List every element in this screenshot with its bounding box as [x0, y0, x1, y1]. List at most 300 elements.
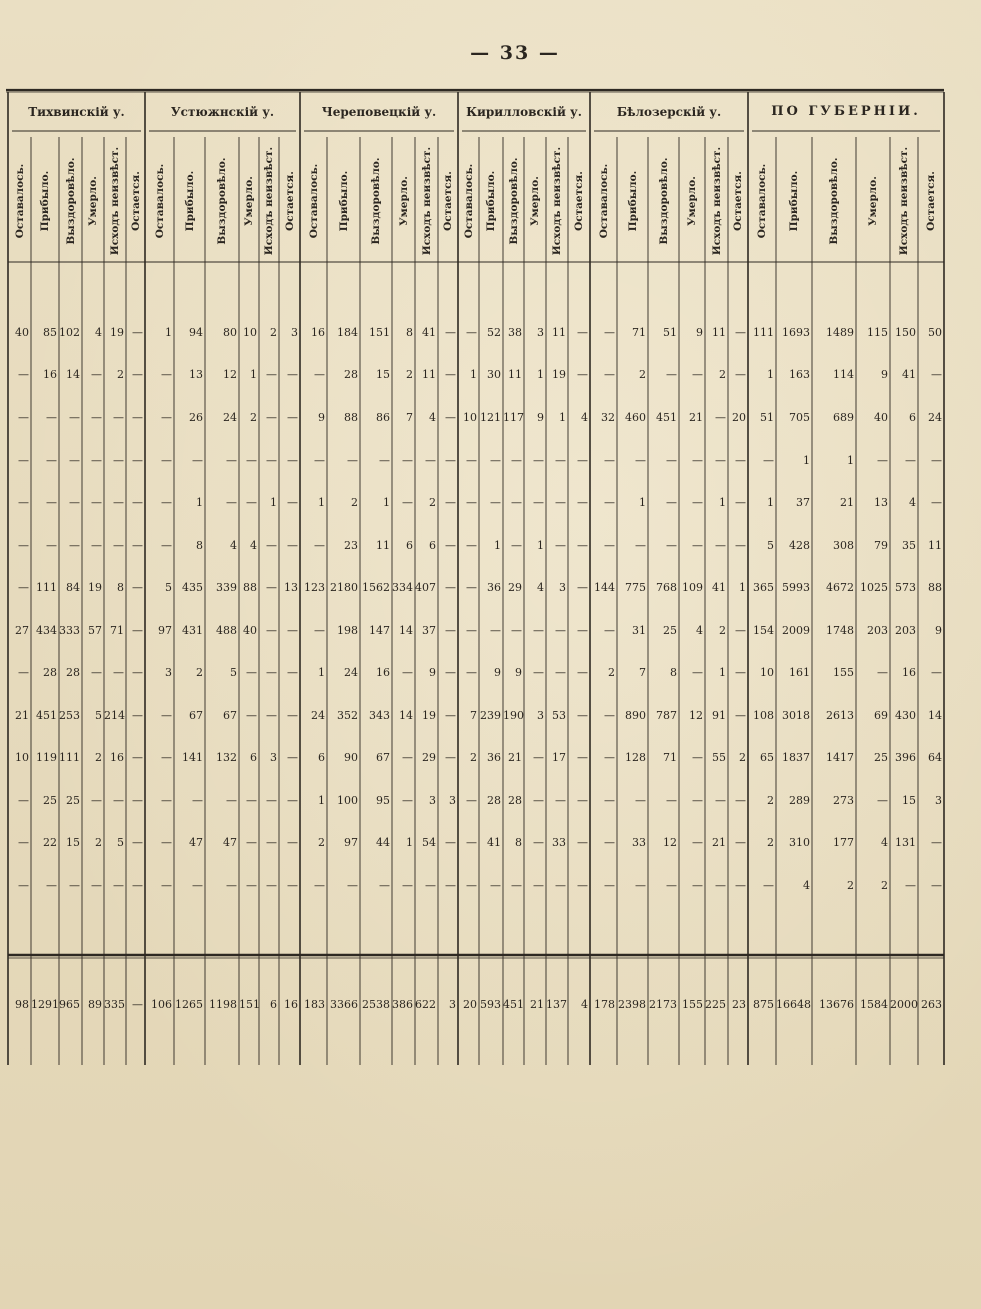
total-cell: 4 [581, 998, 588, 1011]
table-cell: 430 [895, 709, 916, 722]
table-cell: 6 [909, 411, 916, 424]
total-cell: 875 [753, 998, 774, 1011]
table-cell: — [46, 879, 57, 892]
table-cell: — [91, 411, 102, 424]
table-cell: — [735, 496, 746, 509]
table-cell: — [91, 794, 102, 807]
table-cell: — [287, 794, 298, 807]
table-cell: 1562 [362, 581, 390, 594]
column-header [479, 140, 503, 262]
table-cell: — [266, 454, 277, 467]
table-cell: — [161, 836, 172, 849]
table-cell: 2 [351, 496, 358, 509]
table-cell: — [511, 624, 522, 637]
table-cell: 890 [625, 709, 646, 722]
table-cell: — [533, 836, 544, 849]
table-cell: 33 [552, 836, 566, 849]
table-cell: — [533, 751, 544, 764]
table-cell: 333 [59, 624, 80, 637]
table-cell: 12 [223, 368, 237, 381]
table-cell: 2 [739, 751, 746, 764]
table-cell: — [715, 411, 726, 424]
page-number: — 33 — [470, 42, 560, 64]
table-cell: — [555, 879, 566, 892]
table-cell: 2 [117, 368, 124, 381]
table-cell: — [445, 666, 456, 679]
column-header [327, 140, 360, 262]
table-cell: — [533, 454, 544, 467]
column-header [524, 140, 546, 262]
total-cell: 13676 [819, 998, 854, 1011]
table-cell: 37 [796, 496, 810, 509]
table-cell: 114 [833, 368, 854, 381]
table-cell: — [91, 879, 102, 892]
column-header-label: Прибыло. [788, 170, 800, 232]
column-header [590, 140, 617, 262]
table-cell: 50 [928, 326, 942, 339]
table-cell: — [91, 454, 102, 467]
table-cell: — [604, 624, 615, 637]
table-cell: — [604, 368, 615, 381]
column-header [126, 140, 145, 262]
column-header-label: Оставалось. [597, 163, 610, 239]
table-cell: — [490, 624, 501, 637]
table-cell: 4 [537, 581, 544, 594]
total-cell: 622 [415, 998, 436, 1011]
table-cell: — [533, 794, 544, 807]
table-cell: 11 [552, 326, 566, 339]
table-cell: 29 [508, 581, 522, 594]
table-cell: — [91, 368, 102, 381]
table-cell: — [555, 496, 566, 509]
column-header [205, 140, 239, 262]
table-cell: — [577, 709, 588, 722]
table-cell: — [445, 496, 456, 509]
table-cell: — [735, 454, 746, 467]
table-cell: — [635, 454, 646, 467]
table-cell: — [402, 794, 413, 807]
column-header-label: Прибыло. [626, 170, 639, 232]
table-cell: — [192, 879, 203, 892]
table-cell: 55 [712, 751, 726, 764]
table-cell: 1 [196, 496, 203, 509]
table-cell: 15 [902, 794, 916, 807]
column-header-label: Умерло. [87, 176, 99, 226]
table-cell: 3 [291, 326, 298, 339]
table-cell: 2 [767, 794, 774, 807]
table-cell: — [192, 454, 203, 467]
table-cell: — [604, 794, 615, 807]
total-cell: 2398 [618, 998, 646, 1011]
table-cell: 40 [243, 624, 257, 637]
table-cell: — [113, 454, 124, 467]
total-cell: 3366 [330, 998, 358, 1011]
table-cell: 97 [344, 836, 358, 849]
table-cell: 4 [230, 539, 237, 552]
table-cell: — [577, 879, 588, 892]
table-cell: — [287, 496, 298, 509]
table-cell: 67 [376, 751, 390, 764]
table-cell: 24 [344, 666, 358, 679]
table-cell: — [379, 454, 390, 467]
column-header [546, 140, 568, 262]
table-cell: 1 [406, 836, 413, 849]
district-name: ПО ГУБЕРНІИ. [771, 104, 921, 119]
column-header [748, 140, 776, 262]
table-cell: — [18, 836, 29, 849]
table-cell: 9 [515, 666, 522, 679]
table-cell: 8 [670, 666, 677, 679]
table-cell: — [555, 539, 566, 552]
table-cell: 5 [767, 539, 774, 552]
table-cell: — [287, 666, 298, 679]
table-cell: — [379, 879, 390, 892]
table-cell: 13 [874, 496, 888, 509]
table-cell: 1 [847, 454, 854, 467]
table-cell: 1 [767, 496, 774, 509]
table-cell: 177 [833, 836, 854, 849]
table-cell: — [692, 794, 703, 807]
table-cell: 88 [928, 581, 942, 594]
table-cell: 2 [429, 496, 436, 509]
table-cell: 6 [406, 539, 413, 552]
table-cell: — [18, 794, 29, 807]
table-cell: 97 [158, 624, 172, 637]
total-cell: 98 [15, 998, 29, 1011]
table-cell: 289 [789, 794, 810, 807]
table-cell: — [18, 879, 29, 892]
table-cell: — [425, 454, 436, 467]
table-cell: — [246, 879, 257, 892]
table-cell: — [18, 454, 29, 467]
table-cell: — [577, 454, 588, 467]
table-cell: — [555, 666, 566, 679]
table-cell: — [132, 411, 143, 424]
table-cell: — [577, 751, 588, 764]
table-cell: — [314, 624, 325, 637]
table-cell: 11 [422, 368, 436, 381]
table-cell: 1417 [826, 751, 854, 764]
table-cell: — [246, 454, 257, 467]
column-header [776, 140, 812, 262]
table-cell: — [466, 326, 477, 339]
total-cell: 151 [239, 998, 260, 1011]
table-cell: 12 [663, 836, 677, 849]
table-cell: — [604, 454, 615, 467]
table-cell: 365 [753, 581, 774, 594]
table-cell: — [46, 411, 57, 424]
column-header-label: Выздоровѣло. [507, 157, 520, 245]
table-cell: 6 [250, 751, 257, 764]
total-cell: 21 [530, 998, 544, 1011]
table-cell: 1 [767, 368, 774, 381]
table-cell: — [161, 709, 172, 722]
table-cell: 273 [833, 794, 854, 807]
table-cell: 3 [449, 794, 456, 807]
table-cell: — [402, 666, 413, 679]
table-cell: 2 [881, 879, 888, 892]
table-cell: 334 [392, 581, 413, 594]
column-header [568, 140, 590, 262]
column-header [279, 140, 300, 262]
table-cell: 84 [66, 581, 80, 594]
table-cell: 23 [344, 539, 358, 552]
table-cell: — [246, 794, 257, 807]
table-cell: 51 [663, 326, 677, 339]
table-cell: 94 [189, 326, 203, 339]
table-cell: — [635, 539, 646, 552]
table-cell: 2 [719, 624, 726, 637]
table-cell: 51 [760, 411, 774, 424]
table-cell: — [466, 794, 477, 807]
table-cell: — [287, 368, 298, 381]
column-header-label: Прибыло. [337, 170, 350, 232]
table-cell: — [314, 368, 325, 381]
column-header-label: Остается. [925, 171, 937, 231]
table-cell: — [604, 751, 615, 764]
total-cell: 6 [270, 998, 277, 1011]
table-cell: — [692, 879, 703, 892]
table-cell: — [69, 411, 80, 424]
table-cell: 12 [689, 709, 703, 722]
table-cell: 128 [625, 751, 646, 764]
table-cell: — [266, 368, 277, 381]
table-cell: 705 [789, 411, 810, 424]
table-cell: 2 [95, 836, 102, 849]
table-cell: — [692, 836, 703, 849]
table-cell: 13 [189, 368, 203, 381]
column-header-label: Остается. [283, 171, 296, 231]
table-cell: 147 [369, 624, 390, 637]
table-cell: — [735, 368, 746, 381]
table-cell: 2 [847, 879, 854, 892]
table-cell: — [511, 539, 522, 552]
table-cell: 3 [537, 709, 544, 722]
table-cell: 1 [559, 411, 566, 424]
table-cell: — [931, 368, 942, 381]
table-cell: 9 [881, 368, 888, 381]
table-cell: 90 [344, 751, 358, 764]
column-header [59, 140, 82, 262]
table-cell: 19 [110, 326, 124, 339]
table-cell: 121 [480, 411, 501, 424]
table-cell: 9 [429, 666, 436, 679]
table-cell: — [877, 666, 888, 679]
table-cell: 5 [95, 709, 102, 722]
column-header [31, 140, 59, 262]
table-cell: 11 [712, 326, 726, 339]
table-cell: 768 [656, 581, 677, 594]
table-cell: — [715, 454, 726, 467]
total-cell: 1198 [209, 998, 237, 1011]
table-cell: — [287, 411, 298, 424]
table-cell: 8 [117, 581, 124, 594]
table-cell: 19 [88, 581, 102, 594]
table-cell: — [113, 539, 124, 552]
table-cell: — [226, 496, 237, 509]
table-cell: 111 [36, 581, 57, 594]
total-cell: 386 [392, 998, 413, 1011]
table-cell: — [445, 836, 456, 849]
total-cell: 178 [594, 998, 615, 1011]
table-cell: 119 [36, 751, 57, 764]
table-cell: 16 [43, 368, 57, 381]
table-cell: 26 [189, 411, 203, 424]
table-cell: 3 [165, 666, 172, 679]
column-header [8, 140, 31, 262]
table-cell: 787 [656, 709, 677, 722]
column-header [503, 140, 524, 262]
table-cell: 4672 [826, 581, 854, 594]
table-cell: 109 [682, 581, 703, 594]
table-cell: 144 [594, 581, 615, 594]
table-cell: — [692, 496, 703, 509]
table-cell: 57 [88, 624, 102, 637]
table-cell: 352 [337, 709, 358, 722]
column-header-label: Прибыло. [485, 170, 497, 232]
table-cell: — [905, 879, 916, 892]
table-cell: 53 [552, 709, 566, 722]
column-header [360, 140, 392, 262]
table-cell: 155 [833, 666, 854, 679]
table-cell: 4 [803, 879, 810, 892]
table-cell: — [347, 879, 358, 892]
table-cell: 41 [902, 368, 916, 381]
column-header-label: Оставалось. [756, 163, 768, 239]
table-cell: 3 [935, 794, 942, 807]
total-cell: 20 [463, 998, 477, 1011]
table-cell: 79 [874, 539, 888, 552]
table-cell: — [161, 411, 172, 424]
table-cell: 2 [318, 836, 325, 849]
table-cell: 435 [182, 581, 203, 594]
column-header [890, 140, 918, 262]
table-cell: — [931, 666, 942, 679]
table-cell: — [577, 326, 588, 339]
table-cell: — [287, 879, 298, 892]
table-cell: 16 [311, 326, 325, 339]
table-cell: — [445, 368, 456, 381]
district-name: Череповецкій у. [321, 105, 437, 119]
table-cell: 141 [182, 751, 203, 764]
table-cell: — [931, 454, 942, 467]
column-header [458, 140, 479, 262]
total-cell: 335 [104, 998, 125, 1011]
column-header [679, 140, 705, 262]
table-cell: — [715, 879, 726, 892]
table-cell: — [402, 496, 413, 509]
table-cell: 2 [250, 411, 257, 424]
table-cell: — [604, 496, 615, 509]
table-cell: 1 [639, 496, 646, 509]
table-cell: 22 [43, 836, 57, 849]
table-cell: — [287, 454, 298, 467]
table-cell: 10 [760, 666, 774, 679]
table-cell: 4 [696, 624, 703, 637]
table-cell: — [46, 496, 57, 509]
table-cell: 131 [895, 836, 916, 849]
table-cell: — [347, 454, 358, 467]
table-cell: — [604, 539, 615, 552]
column-header-label: Остается. [442, 171, 454, 231]
table-cell: 19 [552, 368, 566, 381]
table-cell: — [246, 666, 257, 679]
table-cell: — [113, 496, 124, 509]
table-cell: 2 [719, 368, 726, 381]
column-header [104, 140, 126, 262]
table-cell: — [314, 539, 325, 552]
table-cell: 343 [369, 709, 390, 722]
table-cell: — [226, 879, 237, 892]
table-cell: 1 [318, 794, 325, 807]
total-cell: 3 [449, 998, 456, 1011]
table-cell: 775 [625, 581, 646, 594]
table-cell: 8 [196, 539, 203, 552]
table-cell: 2180 [330, 581, 358, 594]
table-cell: 1 [165, 326, 172, 339]
table-cell: 5993 [782, 581, 810, 594]
table-cell: — [161, 368, 172, 381]
column-header [239, 140, 259, 262]
column-header-label: Остается. [732, 171, 744, 231]
table-cell: 71 [632, 326, 646, 339]
table-cell: — [604, 836, 615, 849]
table-cell: — [577, 624, 588, 637]
table-cell: 214 [104, 709, 125, 722]
table-cell: — [161, 794, 172, 807]
table-cell: 24 [928, 411, 942, 424]
table-cell: — [511, 496, 522, 509]
column-header [918, 140, 944, 262]
table-cell: — [161, 454, 172, 467]
table-cell: — [577, 496, 588, 509]
table-cell: 7 [406, 411, 413, 424]
column-header-label: Умерло. [397, 176, 410, 226]
table-cell: — [132, 539, 143, 552]
total-cell: 593 [480, 998, 501, 1011]
column-header [812, 140, 856, 262]
table-cell: 10 [243, 326, 257, 339]
table-cell: 9 [537, 411, 544, 424]
column-header-label: Исходъ неизвѣст. [420, 146, 433, 256]
table-cell: 41 [487, 836, 501, 849]
table-cell: 88 [344, 411, 358, 424]
table-cell: — [18, 539, 29, 552]
column-header-label: Умерло. [867, 176, 879, 226]
table-cell: — [113, 666, 124, 679]
table-cell: 37 [422, 624, 436, 637]
table-cell: — [246, 496, 257, 509]
table-cell: — [735, 539, 746, 552]
column-header-label: Оставалось. [13, 163, 26, 239]
table-cell: — [666, 794, 677, 807]
table-cell: — [735, 709, 746, 722]
table-cell: — [113, 794, 124, 807]
table-cell: 35 [902, 539, 916, 552]
table-cell: 33 [632, 836, 646, 849]
table-cell: 71 [663, 751, 677, 764]
table-cell: 1 [739, 581, 746, 594]
table-cell: — [266, 709, 277, 722]
table-cell: 488 [216, 624, 237, 637]
column-header-label: Исходъ неизвѣст. [109, 146, 121, 256]
table-cell: 1693 [782, 326, 810, 339]
table-cell: 30 [487, 368, 501, 381]
table-cell: — [402, 751, 413, 764]
column-header-label: Исходъ неизвѣст. [710, 146, 723, 256]
table-cell: — [161, 751, 172, 764]
table-cell: 40 [874, 411, 888, 424]
